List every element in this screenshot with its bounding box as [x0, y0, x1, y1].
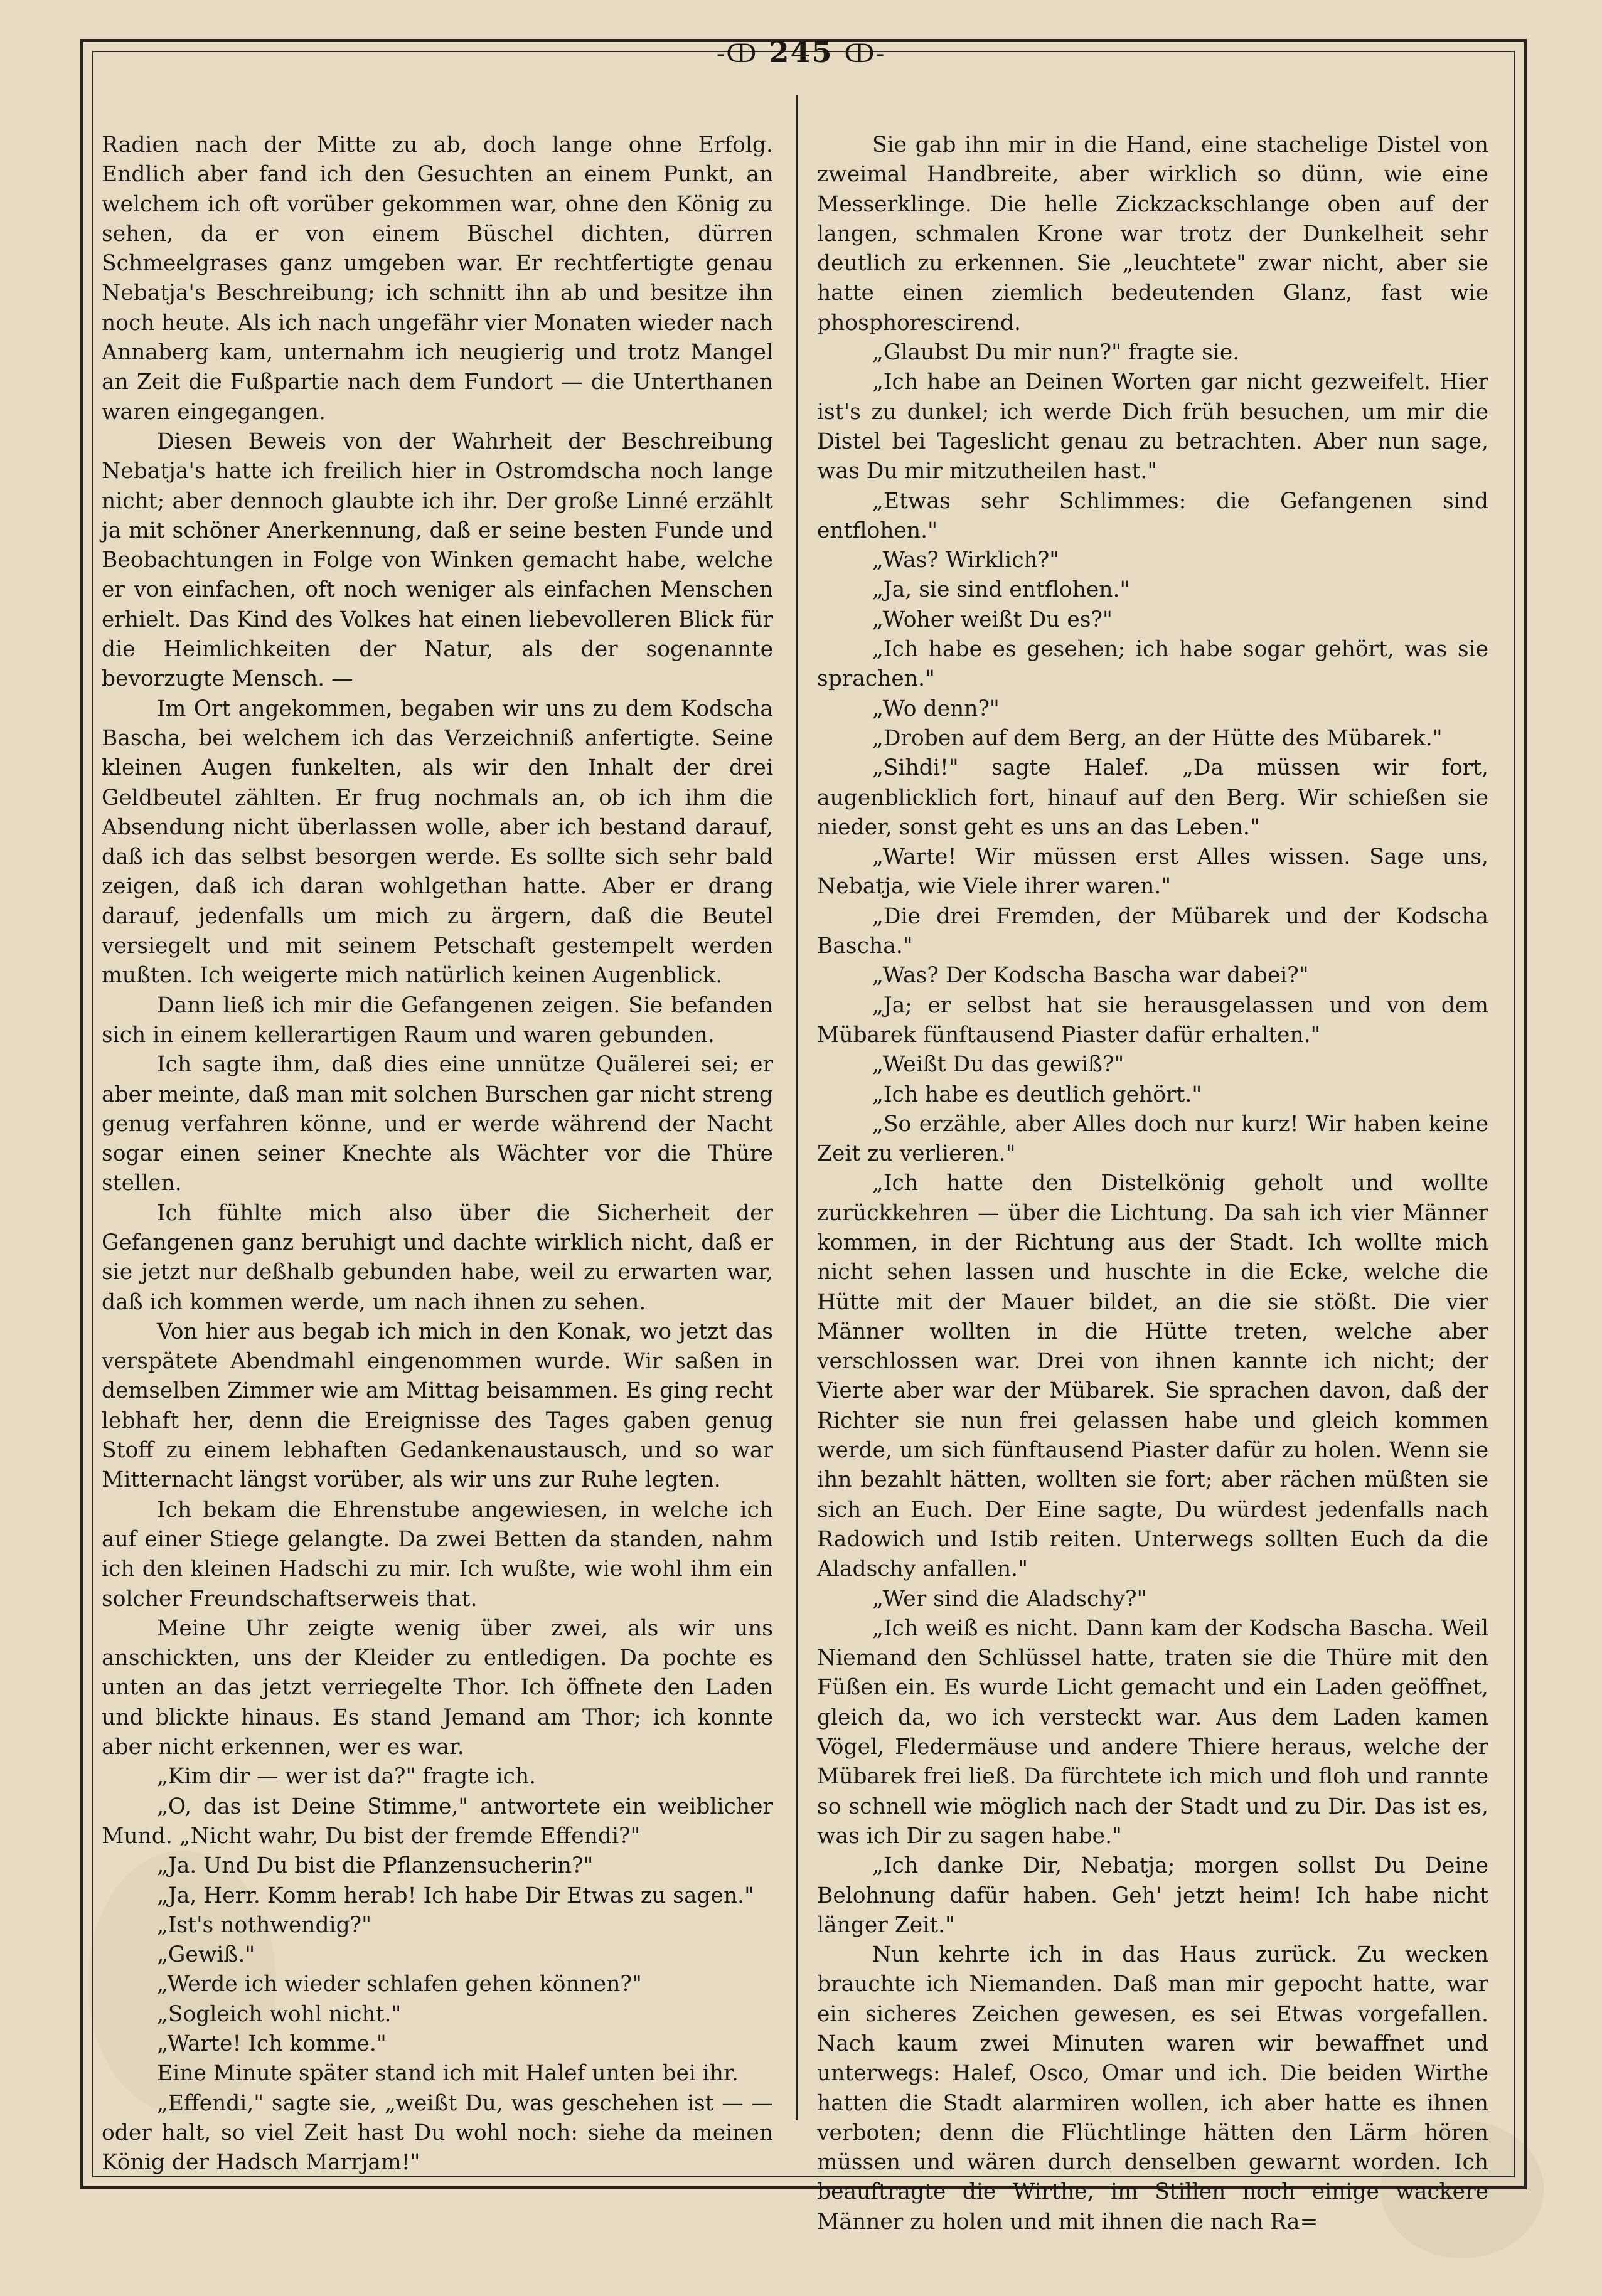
paragraph: „Ich habe an Deinen Worten gar nicht gezweifelt. Hier ist's zu dunkel; ich werde Dich früh besuchen, um mir die Distel bei Tageslicht genau zu betrachten. Aber nun sage, was Du mir mitzutheilen hast."	[817, 369, 1488, 484]
paragraph: „Die drei Fremden, der Mübarek und der Kodscha Bascha."	[817, 903, 1488, 959]
column-divider	[796, 95, 798, 2120]
paragraph: „Ich habe es deutlich gehört."	[872, 1082, 1202, 1107]
paragraph: „Ich hatte den Distelkönig geholt und wollte zurückkehren — über die Lichtung. Da sah ich vier Männer kommen, in der Richtung aus der Stadt. Ich wollte mich nicht sehen lassen und huschte in die Ecke, welche die Hütte mit der Mauer bildet, an die sie stößt. Die vier Männer wollten in die Hütte treten, welche aber verschlossen war. Drei von ihnen kannte ich nicht; der Vierte aber war der Mübarek. Sie sprachen davon, daß der Richter sie nun frei gelassen habe und gleich kommen werde, um sich fünftausend Piaster dafür zu holen. Wenn sie ihn bezahlt hätten, wollten sie fort; aber rächen müßten sie sich an Euch. Der Eine sagte, Du würdest jedenfalls nach Radowich und Istib reiten. Unterwegs sollten Euch da die Aladschy anfallen."	[817, 1171, 1488, 1582]
paragraph: Im Ort angekommen, begaben wir uns zu dem Kodscha Bascha, bei welchem ich das Verzeichniß anfertigte. Seine kleinen Augen funkelten, als wir den Inhalt der drei Geldbeutel zählten. Er frug nochmals an, ob ich ihm die Absendung nicht überlassen wolle, aber ich bestand darauf, daß ich das selbst besorgen werde. Es sollte sich sehr bald zeigen, daß ich daran wohlgethan hatte. Aber er drang darauf, jedenfalls um mich zu ärgern, daß die Beutel versiegelt und mit seinem Petschaft gestempelt werden mußten. Ich weigerte mich natürlich keinen Augenblick.	[102, 696, 773, 989]
paragraph: Dann ließ ich mir die Gefangenen zeigen. Sie befanden sich in einem kellerartigen Raum und waren gebunden.	[102, 992, 773, 1048]
paragraph: „Kim dir — wer ist da?" fragte ich.	[157, 1764, 537, 1790]
paragraph: „Ich habe es gesehen; ich habe sogar gehört, was sie sprachen."	[817, 637, 1488, 692]
paragraph: Von hier aus begab ich mich in den Konak, wo jetzt das verspätete Abendmahl eingenommen wurde. Wir saßen in demselben Zimmer wie am Mittag beisammen. Es ging recht lebhaft her, denn die Ereignisse des Tages gaben genug Stoff zu einem lebhaften Gedankenaustausch, und so war Mitternacht längst vorüber, als wir uns zur Ruhe legten.	[102, 1319, 773, 1493]
paragraph: „Effendi," sagte sie, „weißt Du, was geschehen ist — — oder halt, so viel Zeit hast Du wohl noch: siehe da meinen König der Hadsch Marrjam!"	[102, 2090, 773, 2176]
page-header	[0, 35, 1602, 69]
paragraph: „Was? Wirklich?"	[872, 548, 1060, 573]
paragraph: „O, das ist Deine Stimme," antwortete ein weiblicher Mund. „Nicht wahr, Du bist der fremde Effendi?"	[102, 1794, 773, 1849]
paragraph: Meine Uhr zeigte wenig über zwei, als wir uns anschickten, uns der Kleider zu entledigen. Da pochte es unten an das jetzt verriegelte Thor. Ich öffnete den Laden und blickte hinaus. Es stand Jemand am Thor; ich konnte aber nicht erkennen, wer es war.	[102, 1615, 773, 1760]
paragraph: „So erzähle, aber Alles doch nur kurz! Wir haben keine Zeit zu verlieren."	[817, 1111, 1488, 1167]
paragraph: „Warte! Wir müssen erst Alles wissen. Sage uns, Nebatja, wie Viele ihrer waren."	[817, 844, 1488, 900]
paragraph: „Ja; er selbst hat sie herausgelassen und von dem Mübarek fünftausend Piaster dafür erhalten."	[817, 992, 1488, 1048]
paragraph: Radien nach der Mitte zu ab, doch lange ohne Erfolg. Endlich aber fand ich den Gesuchten an einem Punkt, an welchem ich oft vorüber gekommen war, ohne den König zu sehen, da er von einem Büschel dichten, dürren Schmeelgrases ganz umgeben war. Er rechtfertigte genau Nebatja's Beschreibung; ich schnitt ihn ab und besitze ihn noch heute. Als ich nach ungefähr vier Monaten wieder nach Annaberg kam, unternahm ich neugierig und trotz Mangel an Zeit die Fußpartie nach dem Fundort — die Unterthanen waren eingegangen.	[102, 132, 774, 425]
paragraph: Sie gab ihn mir in die Hand, eine stachelige Distel von zweimal Handbreite, aber wirklich so dünn, wie eine Messerklinge. Die helle Zickzackschlange oben auf der langen, schmalen Krone war trotz der Dunkelheit sehr deutlich zu erkennen. Sie „leuchtete" zwar nicht, aber sie hatte einen ziemlich bedeutenden Glanz, fast wie phosphorescirend.	[817, 132, 1488, 336]
paragraph: „Sogleich wohl nicht."	[157, 2001, 402, 2027]
paragraph: Ich fühlte mich also über die Sicherheit der Gefangenen ganz beruhigt und dachte wirklich nicht, daß er sie jetzt nur deßhalb gebunden habe, weil zu erwarten war, daß ich kommen werde, um nach ihnen zu sehen.	[102, 1200, 773, 1315]
paragraph: „Droben auf dem Berg, an der Hütte des Mübarek."	[872, 725, 1443, 751]
paragraph: „Werde ich wieder schlafen gehen können?"	[157, 1972, 642, 1997]
paragraph: „Wo denn?"	[872, 696, 1000, 721]
paragraph: „Warte! Ich komme."	[157, 2031, 387, 2056]
paragraph: „Ja, Herr. Komm herab! Ich habe Dir Etwas zu sagen."	[157, 1883, 755, 1908]
ornament-right: ↀ-	[844, 40, 886, 68]
paragraph: „Ist's nothwendig?"	[157, 1912, 372, 1938]
paragraph: „Ich weiß es nicht. Dann kam der Kodscha Bascha. Weil Niemand den Schlüssel hatte, traten sie die Thüre mit den Füßen ein. Es wurde Licht gemacht und ein Laden geöffnet, gleich da, wo ich versteckt war. Aus dem Laden kamen Vögel, Fledermäuse und andere Thiere heraus, welche der Mübarek frei ließ. Da fürchtete ich mich und floh und rannte so schnell wie möglich nach der Stadt und zu Dir. Das ist es, was ich Dir zu sagen habe."	[817, 1615, 1488, 1849]
paragraph: „Glaubst Du mir nun?" fragte sie.	[872, 340, 1240, 366]
paragraph: Ich bekam die Ehrenstube angewiesen, in welche ich auf einer Stiege gelangte. Da zwei Betten da standen, nahm ich den kleinen Hadschi zu mir. Ich wußte, wie wohl ihm ein solcher Freundschaftserweis that.	[102, 1497, 773, 1612]
paragraph: „Ich danke Dir, Nebatja; morgen sollst Du Deine Belohnung dafür haben. Geh' jetzt heim! Ich habe nicht länger Zeit."	[817, 1853, 1488, 1938]
paragraph: „Ja. Und Du bist die Pflanzensucherin?"	[157, 1853, 594, 1879]
ornament-left: -ↀ	[716, 40, 758, 68]
paragraph: Ich sagte ihm, daß dies eine unnütze Quälerei sei; er aber meinte, daß man mit solchen Burschen gar nicht streng genug verfahren könne, und er werde während der Nacht sogar einen seiner Knechte als Wächter vor die Thüre stellen.	[102, 1052, 773, 1196]
paragraph: Diesen Beweis von der Wahrheit der Beschreibung Nebatja's hatte ich freilich hier in Ostromdscha noch lange nicht; aber dennoch glaubte ich ihr. Der große Linné erzählt ja mit schöner Anerkennung, daß er seine besten Funde und Beobachtungen in Folge von Winken gemacht habe, welche er von einfachen, oft noch weniger als einfachen Menschen erhielt. Das Kind des Volkes hat einen liebevolleren Blick für die Heimlichkeiten der Natur, als der sogenannte bevorzugte Mensch. —	[102, 428, 773, 692]
paragraph: „Etwas sehr Schlimmes: die Gefangenen sind entflohen."	[817, 488, 1488, 543]
paragraph: „Was? Der Kodscha Bascha war dabei?"	[872, 963, 1309, 989]
right-column	[817, 130, 1488, 2237]
paragraph: Nun kehrte ich in das Haus zurück. Zu wecken brauchte ich Niemanden. Daß man mir gepocht hatte, war ein sicheres Zeichen gewesen, es sei Etwas vorgefallen. Nach kaum zwei Minuten waren wir bewaffnet und unterwegs: Halef, Osco, Omar und ich. Die beiden Wirthe hatten die Stadt alarmiren wollen, ich aber hatte es ihnen verboten; denn die Flüchtlinge hätten den Lärm hören müssen und wären durch denselben gewarnt worden. Ich beauftragte die Wirthe, im Stillen noch einige wackere Männer zu holen und mit ihnen die nach Ra=	[817, 1942, 1488, 2235]
paragraph: „Gewiß."	[157, 1942, 255, 1968]
paragraph: „Sihdi!" sagte Halef. „Da müssen wir fort, augenblicklich fort, hinauf auf den Berg. Wir schießen sie nieder, sonst geht es uns an das Leben."	[817, 755, 1488, 840]
paragraph: Eine Minute später stand ich mit Halef unten bei ihr.	[157, 2061, 739, 2086]
left-column	[102, 130, 773, 2177]
paragraph: „Ja, sie sind entflohen."	[872, 577, 1130, 603]
paragraph: „Wer sind die Aladschy?"	[872, 1586, 1147, 1612]
page-number: 245	[769, 35, 833, 69]
paragraph: „Woher weißt Du es?"	[872, 607, 1113, 632]
paragraph: „Weißt Du das gewiß?"	[872, 1052, 1124, 1078]
